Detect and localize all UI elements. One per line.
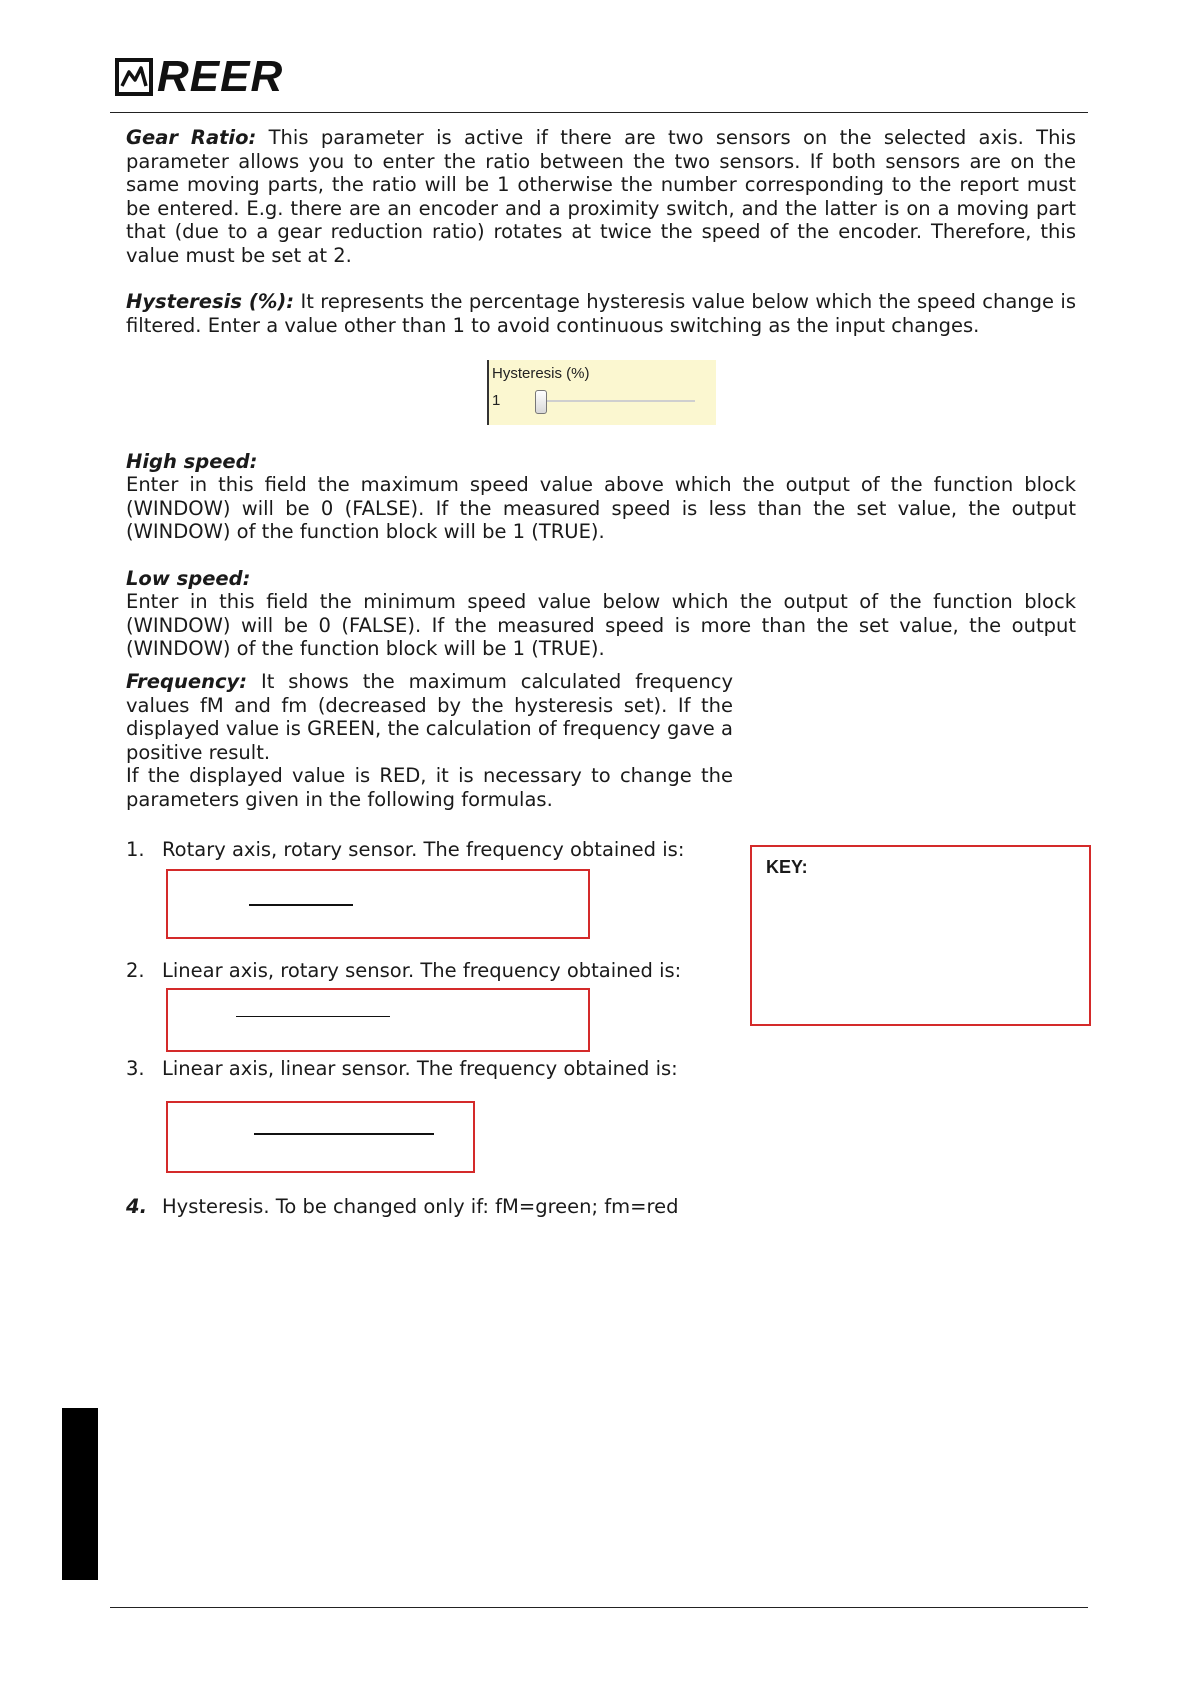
formula-text-4: Hysteresis. To be changed only if: fM=green; fm=red [162,1195,679,1218]
gear-ratio-text: This parameter is active if there are two sensors on the selected axis. This parameter allows you to enter the ratio between the two sensors. If both sensors are on the same moving parts, the ratio will be 1 otherwise the number corresponding to the report must be entered. E.g. there are an encoder and a proximity switch, and the latter is on a moving part that (due to a gear reduction ratio) rotates at twice the speed of the encoder. Therefore, this value must be set at 2. [126,126,1076,267]
formula-item-2 [126,959,681,983]
low-speed-text: Enter in this field the minimum speed value below which the output of the function block (WINDOW) will be 0 (FALSE). If the measured speed is more than the set value, the output (WINDOW) of the function block will be 1 (TRUE). [126,590,1076,660]
hysteresis-label: Hysteresis (%): [126,290,295,313]
reer-logo [115,54,283,100]
hysteresis-slider-track[interactable] [537,400,695,402]
formula-num-4: 4. [126,1195,147,1218]
fraction-line [249,904,353,906]
high-speed-heading: High speed: [126,450,258,473]
formula-item-4 [126,1195,678,1219]
section-tab-bar [62,1408,98,1580]
formula-text-1: Rotary axis, rotary sensor. The frequency obtained is: [162,838,685,861]
high-speed-text: Enter in this field the maximum speed value above which the output of the function block (WINDOW) will be 0 (FALSE). If the measured speed is less than the set value, the output (WINDOW) of the function block will be 1 (TRUE). [126,473,1076,543]
reer-logo-icon [115,58,153,96]
logo-text: REER [157,52,284,101]
gear-ratio-label: Gear Ratio: [126,126,257,149]
hysteresis-text: It represents the percentage hysteresis value below which the speed change is filtered. Enter a value other than 1 to avoid continuous switching as the input changes. [126,290,1076,337]
hysteresis-slider-thumb[interactable] [535,390,547,414]
header-divider [110,112,1088,113]
frequency-label: Frequency: [126,670,248,693]
formula-item-3 [126,1057,678,1081]
key-box [750,845,1091,1026]
formula-num-1: 1. [126,838,145,861]
formula-text-2: Linear axis, rotary sensor. The frequency obtained is: [162,959,682,982]
formula-item-1 [126,838,684,862]
key-label: KEY: [766,857,808,877]
formula-num-3: 3. [126,1057,145,1080]
hysteresis-paragraph [126,290,1076,337]
low-speed-heading: Low speed: [126,567,251,590]
hysteresis-widget-value: 1 [492,392,501,409]
frequency-text-red: If the displayed value is RED, it is necessary to change the parameters given in the following formulas. [126,764,733,811]
formula-box-3 [166,1101,475,1173]
formula-num-2: 2. [126,959,145,982]
hysteresis-widget [487,360,716,425]
frequency-text: It shows the maximum calculated frequency values fM and fm (decreased by the hysteresis set). If the displayed value is GREEN, the calculation of frequency gave a positive result. [126,670,733,764]
formula-box-2 [166,988,590,1052]
formula-box-1 [166,869,590,939]
fraction-line [254,1133,434,1135]
footer-divider [110,1607,1088,1608]
gear-ratio-paragraph [126,126,1076,267]
hysteresis-widget-title: Hysteresis (%) [492,365,590,382]
fraction-line [236,1016,390,1017]
formula-text-3: Linear axis, linear sensor. The frequency obtained is: [162,1057,678,1080]
frequency-paragraph [126,670,733,811]
